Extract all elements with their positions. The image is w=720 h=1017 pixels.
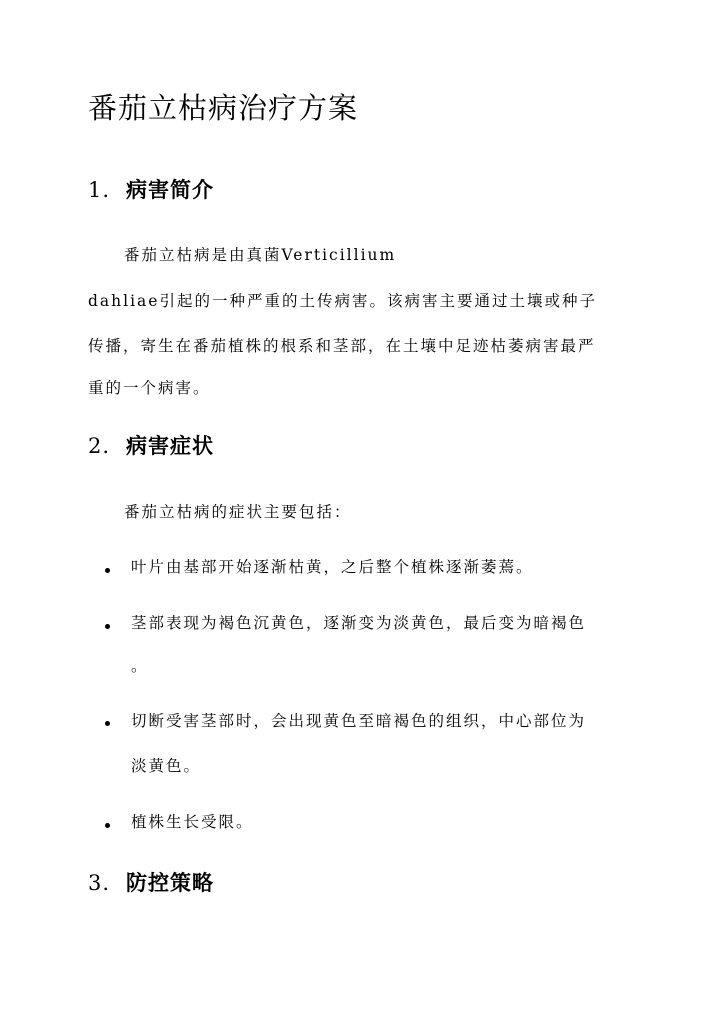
bullet-dot-icon bbox=[105, 721, 110, 726]
bullet-dot-icon bbox=[105, 823, 110, 828]
section-heading-control-strategy bbox=[88, 867, 214, 897]
intro-paragraph-line: 番茄立枯病是由真菌Verticillium bbox=[124, 246, 397, 264]
symptom-list-item-continuation: 。 bbox=[131, 657, 149, 675]
symptom-list-item-continuation: 淡黄色。 bbox=[131, 757, 202, 775]
intro-paragraph-line: dahliae引起的一种严重的土传病害。该病害主要通过土壤或种子 bbox=[88, 292, 597, 310]
section-title: 病害症状 bbox=[126, 433, 214, 458]
symptom-list-item: 植株生长受限。 bbox=[131, 813, 254, 831]
bullet-dot-icon bbox=[105, 624, 110, 629]
section-number: 1. bbox=[88, 178, 111, 202]
bullet-dot-icon bbox=[105, 568, 110, 573]
intro-paragraph-line: 重的一个病害。 bbox=[88, 379, 211, 397]
section-title: 病害简介 bbox=[126, 177, 214, 202]
section-heading-symptoms bbox=[88, 430, 214, 460]
document-title: 番茄立枯病治疗方案 bbox=[88, 91, 359, 125]
symptom-list-item: 茎部表现为褐色沉黄色，逐渐变为淡黄色，最后变为暗褐色 bbox=[131, 614, 587, 632]
symptoms-lead-text: 番茄立枯病的症状主要包括： bbox=[124, 503, 352, 521]
symptom-list-item: 切断受害茎部时，会出现黄色至暗褐色的组织，中心部位为 bbox=[131, 712, 587, 730]
symptom-list-item: 叶片由基部开始逐渐枯黄，之后整个植株逐渐萎蔫。 bbox=[131, 558, 534, 576]
section-number: 3. bbox=[88, 871, 111, 895]
section-title: 防控策略 bbox=[126, 870, 214, 895]
section-number: 2. bbox=[88, 434, 111, 458]
section-heading-disease-intro bbox=[88, 174, 214, 204]
intro-paragraph-line: 传播，寄生在番茄植株的根系和茎部，在土壤中足迹枯萎病害最严 bbox=[88, 337, 596, 355]
